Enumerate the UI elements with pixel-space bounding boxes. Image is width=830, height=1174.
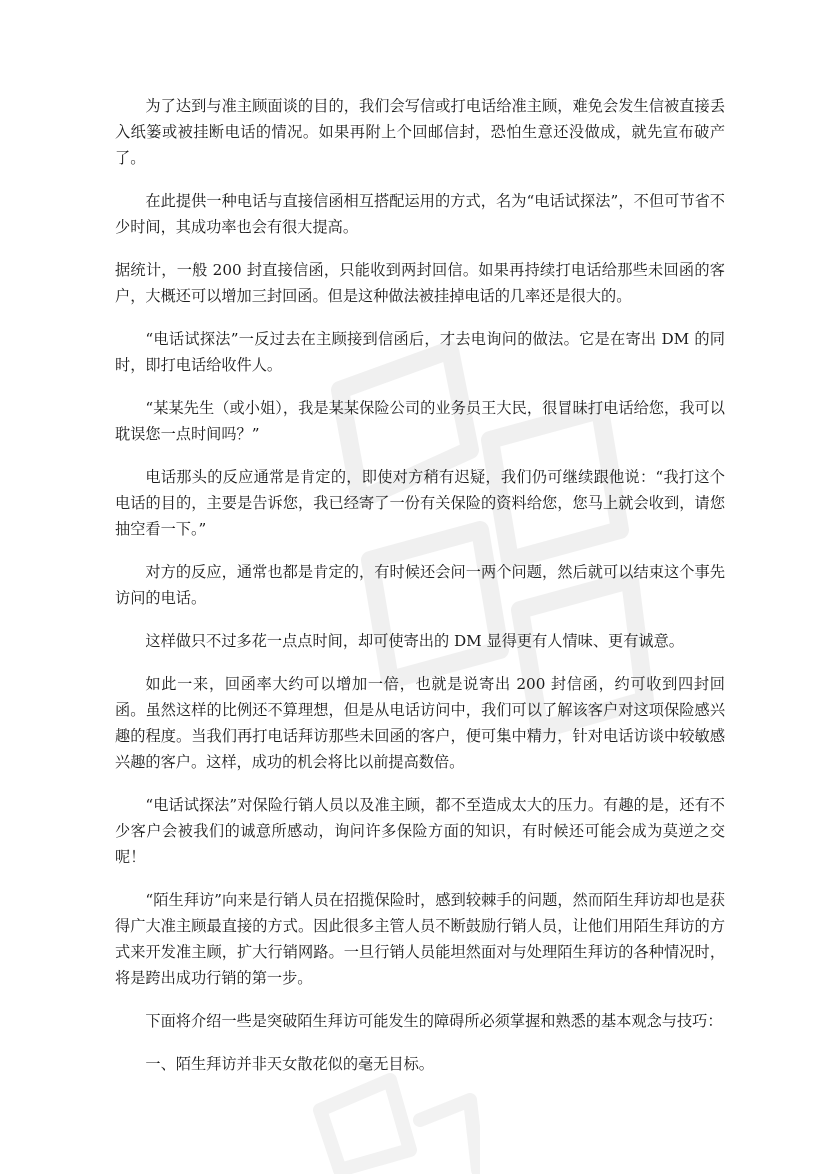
document-body [115, 93, 725, 1094]
paragraph: 对方的反应，通常也都是肯定的，有时候还会问一两个问题，然后就可以结束这个事先访问的电话。 [115, 563, 725, 607]
paragraph: 一、陌生拜访并非天女散花似的毫无目标。 [145, 1055, 434, 1073]
paragraph: “某某先生（或小姐），我是某某保险公司的业务员王大民，很冒昧打电话给您，我可以耽误您一点时间吗？” [115, 399, 725, 443]
paragraph: 据统计，一般 200 封直接信函，只能收到两封回信。如果再持续打电话给那些未回函的客户，大概还可以增加三封回函。但是这种做法被挂掉电话的几率还是很大的。 [115, 261, 725, 305]
paragraph: “电话试探法”一反过去在主顾接到信函后，才去电询问的做法。它是在寄出 DM 的同时，即打电话给收件人。 [115, 330, 725, 374]
paragraph: 在此提供一种电话与直接信函相互搭配运用的方式，名为“电话试探法”，不但可节省不少时间，其成功率也会有很大提高。 [115, 192, 725, 236]
paragraph: “电话试探法”对保险行销人员以及准主顾，都不至造成太大的压力。有趣的是，还有不少客户会被我们的诚意所感动，询问许多保险方面的知识，有时候还可能会成为莫逆之交呢！ [115, 796, 725, 866]
paragraph: 这样做只不过多花一点点时间，却可使寄出的 DM 显得更有人情味、更有诚意。 [145, 632, 684, 650]
paragraph: 电话那头的反应通常是肯定的，即使对方稍有迟疑，我们仍可继续跟他说：“我打这个电话的目的，主要是告诉您，我已经寄了一份有关保险的资料给您，您马上就会收到，请您抽空看一下。” [115, 468, 725, 538]
paragraph: 如此一来，回函率大约可以增加一倍，也就是说寄出 200 封信函，约可收到四封回函。虽然这样的比例还不算理想，但是从电话访问中，我们可以了解该客户对这项保险感兴趣的程度。当我们再打电话拜访那些未回函的客户，便可集中精力，针对电话访谈中较敏感兴趣的客户。这样，成功的机会将比以前提高数倍。 [115, 675, 725, 771]
paragraph: 下面将介绍一些是突破陌生拜访可能发生的障碍所必须掌握和熟悉的基本观念与技巧： [145, 1012, 723, 1030]
paragraph: 为了达到与准主顾面谈的目的，我们会写信或打电话给准主顾，难免会发生信被直接丢入纸篓或被挂断电话的情况。如果再附上个回邮信封，恐怕生意还没做成，就先宣布破产了。 [115, 97, 725, 167]
paragraph: “陌生拜访”向来是行销人员在招揽保险时，感到较棘手的问题，然而陌生拜访却也是获得广大准主顾最直接的方式。因此很多主管人员不断鼓励行销人员，让他们用陌生拜访的方式来开发准主顾，扩大行销网路。一旦行销人员能坦然面对与处理陌生拜访的各种情况时，将是跨出成功行销的第一步。 [115, 891, 725, 987]
